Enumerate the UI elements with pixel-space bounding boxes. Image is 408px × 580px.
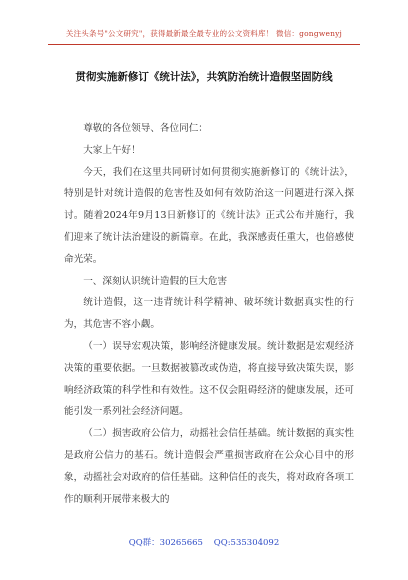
footer-contact: QQ群：30265665 QQ:535304092 (128, 538, 280, 548)
paragraph-intro: 今天，我们在这里共同研讨如何贯彻实施新修订的《统计法》，特别是针对统计造假的危害性及如何有效防治这一问题进行深入探讨。随着2024年9月13日新修订的《统计法》正式公布并施行，我们迎来了统计法治建设的新篇章。在此，我深感责任重大，也倍感使命光荣。 (64, 166, 354, 265)
section-heading-1: 一、深刻认识统计造假的巨大危害 (83, 275, 228, 287)
header-note: 关注头条号"公文研究"，获得最新最全最专业的公文资料库！ 微信：gongwenyj (65, 29, 343, 38)
paragraph-subpoint-2: （二）损害政府公信力，动摇社会信任基础。统计数据的真实性是政府公信力的基石。统计造假会严重损害政府在公众心目中的形象，动摇社会对政府的信任基础。这种信任的丧失，将对政府各项工作的顺利开展带来极大的 (64, 428, 354, 505)
paragraph-subpoint-1: （一）误导宏观决策，影响经济健康发展。统计数据是宏观经济决策的重要依据。一旦数据被篡改或伪造，将直接导致决策失误，影响经济政策的科学性和有效性。这不仅会阻碍经济的健康发展，还可能引发一系列社会经济问题。 (64, 340, 354, 418)
header-divider (48, 44, 360, 45)
document-title: 贯彻实施新修订《统计法》，共筑防治统计造假坚固防线 (75, 71, 333, 83)
paragraph-section-1-lead: 统计造假，这一违背统计科学精神、破坏统计数据真实性的行为，其危害不容小觑。 (64, 297, 354, 331)
salutation: 尊敬的各位领导、各位同仁： (83, 123, 208, 134)
document-body (64, 118, 354, 510)
greeting: 大家上午好！ (83, 144, 141, 156)
